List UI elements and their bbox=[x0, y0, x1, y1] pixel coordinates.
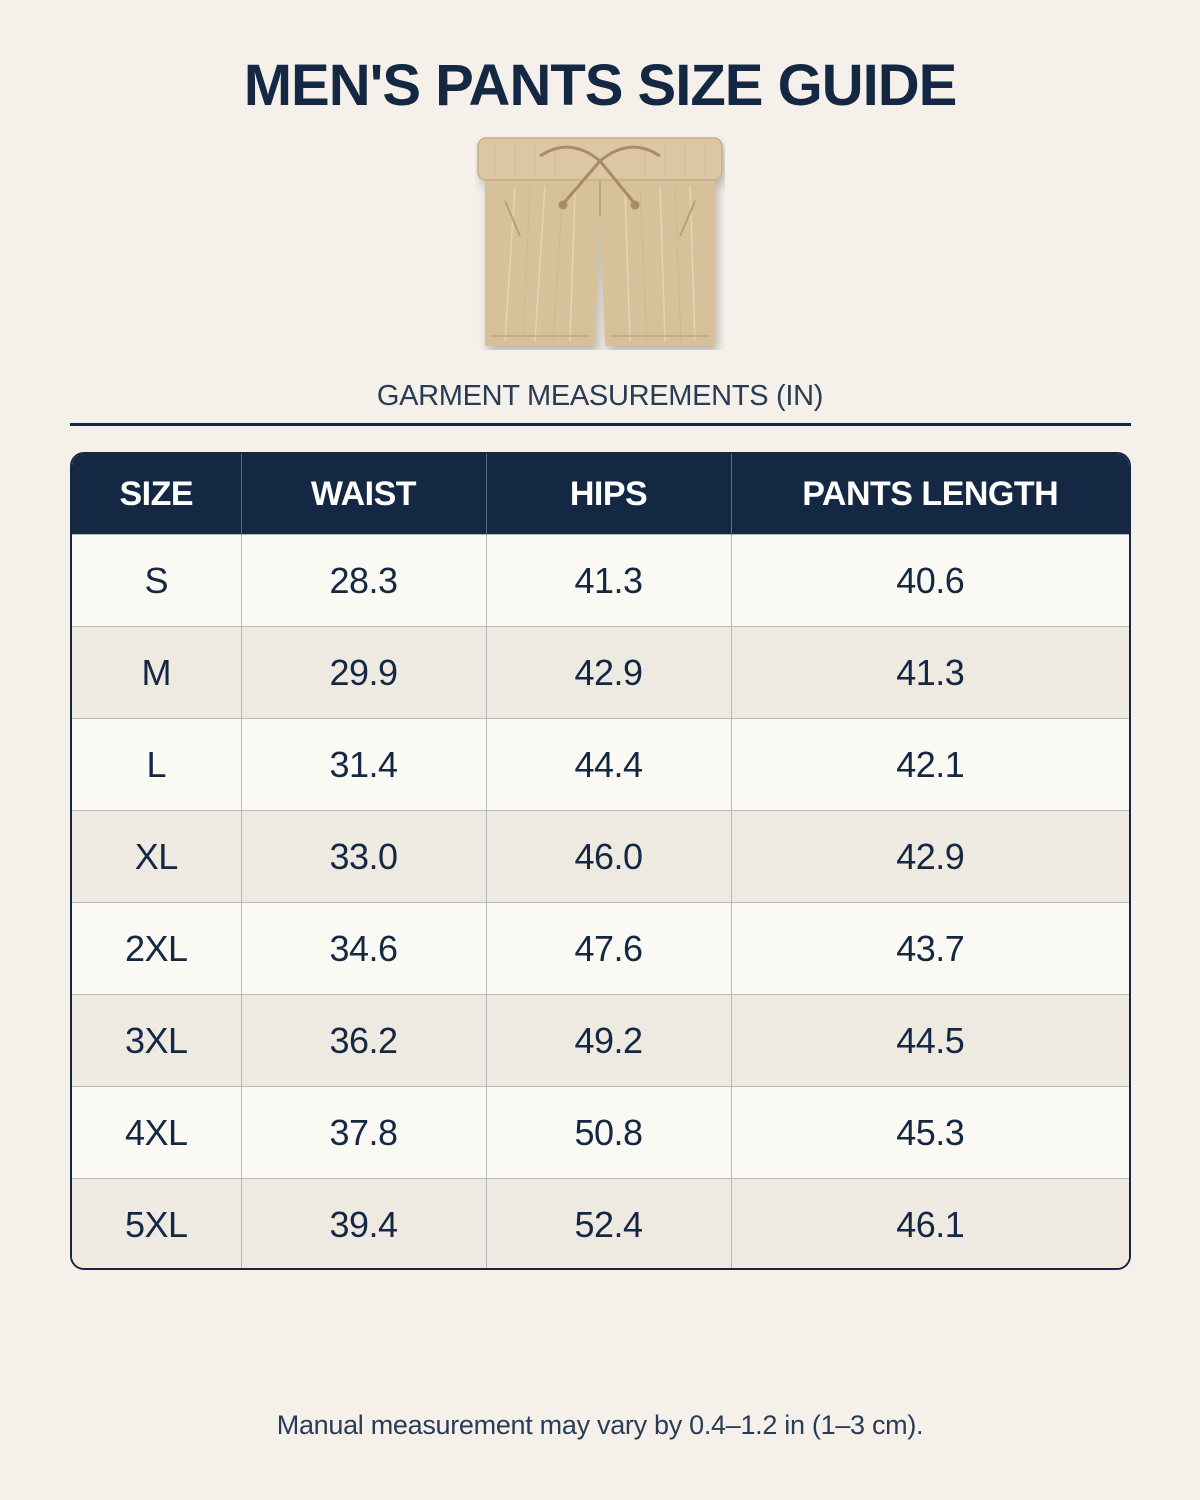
size-cell: 2XL bbox=[72, 903, 241, 995]
hips-cell: 42.9 bbox=[486, 627, 731, 719]
hips-cell: 50.8 bbox=[486, 1087, 731, 1179]
hips-cell: 47.6 bbox=[486, 903, 731, 995]
column-header-pants-length: PANTS LENGTH bbox=[731, 454, 1129, 535]
waist-cell: 36.2 bbox=[241, 995, 486, 1087]
size-cell: S bbox=[72, 535, 241, 627]
size-cell: 3XL bbox=[72, 995, 241, 1087]
size-cell: L bbox=[72, 719, 241, 811]
table-row bbox=[72, 903, 1129, 995]
waist-cell: 37.8 bbox=[241, 1087, 486, 1179]
waist-cell: 28.3 bbox=[241, 535, 486, 627]
table-row bbox=[72, 719, 1129, 811]
column-header-size: SIZE bbox=[72, 454, 241, 535]
size-cell: M bbox=[72, 627, 241, 719]
hips-cell: 41.3 bbox=[486, 535, 731, 627]
pants-length-cell: 42.1 bbox=[731, 719, 1129, 811]
table-header-row bbox=[72, 454, 1129, 535]
size-cell: 5XL bbox=[72, 1179, 241, 1271]
section-divider bbox=[70, 423, 1131, 426]
measurement-disclaimer: Manual measurement may vary by 0.4–1.2 in (1–3 cm). bbox=[276, 1410, 924, 1440]
waist-cell: 39.4 bbox=[241, 1179, 486, 1271]
pants-length-cell: 40.6 bbox=[731, 535, 1129, 627]
size-table bbox=[70, 452, 1131, 1270]
waist-cell: 29.9 bbox=[241, 627, 486, 719]
size-cell: XL bbox=[72, 811, 241, 903]
table-row bbox=[72, 811, 1129, 903]
pants-length-cell: 43.7 bbox=[731, 903, 1129, 995]
page-title: MEN'S PANTS SIZE GUIDE bbox=[243, 53, 957, 118]
column-header-hips: HIPS bbox=[486, 454, 731, 535]
table-row bbox=[72, 535, 1129, 627]
hips-cell: 46.0 bbox=[486, 811, 731, 903]
hips-cell: 52.4 bbox=[486, 1179, 731, 1271]
waist-cell: 31.4 bbox=[241, 719, 486, 811]
waist-cell: 33.0 bbox=[241, 811, 486, 903]
pants-length-cell: 42.9 bbox=[731, 811, 1129, 903]
pants-icon bbox=[475, 136, 725, 350]
table-row bbox=[72, 627, 1129, 719]
column-header-waist: WAIST bbox=[241, 454, 486, 535]
size-cell: 4XL bbox=[72, 1087, 241, 1179]
hips-cell: 49.2 bbox=[486, 995, 731, 1087]
waist-cell: 34.6 bbox=[241, 903, 486, 995]
pants-length-cell: 45.3 bbox=[731, 1087, 1129, 1179]
hips-cell: 44.4 bbox=[486, 719, 731, 811]
pants-length-cell: 46.1 bbox=[731, 1179, 1129, 1271]
pants-length-cell: 41.3 bbox=[731, 627, 1129, 719]
table-row bbox=[72, 995, 1129, 1087]
section-subtitle: GARMENT MEASUREMENTS (IN) bbox=[376, 380, 824, 412]
pants-length-cell: 44.5 bbox=[731, 995, 1129, 1087]
table-row bbox=[72, 1087, 1129, 1179]
table-row bbox=[72, 1179, 1129, 1271]
